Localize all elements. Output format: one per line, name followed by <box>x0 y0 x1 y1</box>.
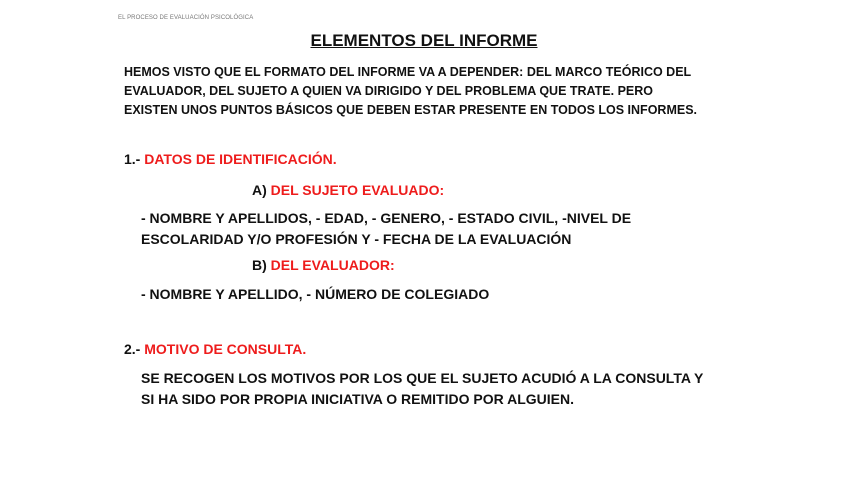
section-2-number: 2.- <box>124 341 145 357</box>
section-1b-line: - NOMBRE Y APELLIDO, - NÚMERO DE COLEGIADO <box>141 286 490 302</box>
section-1b-heading <box>252 257 395 273</box>
slide-title: ELEMENTOS DEL INFORME <box>310 31 538 50</box>
section-1a-text <box>141 208 741 250</box>
intro-line: HEMOS VISTO QUE EL FORMATO DEL INFORME VA A DEPENDER: DEL MARCO TEÓRICO DEL <box>124 65 692 79</box>
section-1b-label: DEL EVALUADOR: <box>270 257 395 273</box>
section-1a-line: - NOMBRE Y APELLIDOS, - EDAD, - GENERO, - ESTADO CIVIL, -NIVEL DE <box>141 210 632 226</box>
section-2-line: SE RECOGEN LOS MOTIVOS POR LOS QUE EL SUJETO ACUDIÓ A LA CONSULTA Y <box>141 370 704 386</box>
section-2-heading <box>124 341 306 357</box>
section-1a-label: DEL SUJETO EVALUADO: <box>270 182 445 198</box>
section-1a-line: ESCOLARIDAD Y/O PROFESIÓN Y - FECHA DE LA EVALUACIÓN <box>141 231 572 247</box>
section-1b-text <box>141 284 741 305</box>
section-1b-letter: B) <box>252 257 271 273</box>
section-1a-letter: A) <box>252 182 271 198</box>
intro-paragraph <box>124 63 744 120</box>
section-1-number: 1.- <box>124 151 145 167</box>
section-2-label: MOTIVO DE CONSULTA. <box>144 341 307 357</box>
section-1-heading <box>124 151 337 167</box>
section-2-text <box>141 368 741 410</box>
header-note: EL PROCESO DE EVALUACIÓN PSICOLÓGICA <box>118 15 254 21</box>
section-1-label: DATOS DE IDENTIFICACIÓN. <box>144 151 337 167</box>
intro-line: EXISTEN UNOS PUNTOS BÁSICOS QUE DEBEN ESTAR PRESENTE EN TODOS LOS INFORMES. <box>124 103 697 117</box>
section-1a-heading <box>252 182 444 198</box>
section-2-line: SI HA SIDO POR PROPIA INICIATIVA O REMITIDO POR ALGUIEN. <box>141 391 574 407</box>
intro-line: EVALUADOR, DEL SUJETO A QUIEN VA DIRIGIDO Y DEL PROBLEMA QUE TRATE. PERO <box>124 84 653 98</box>
